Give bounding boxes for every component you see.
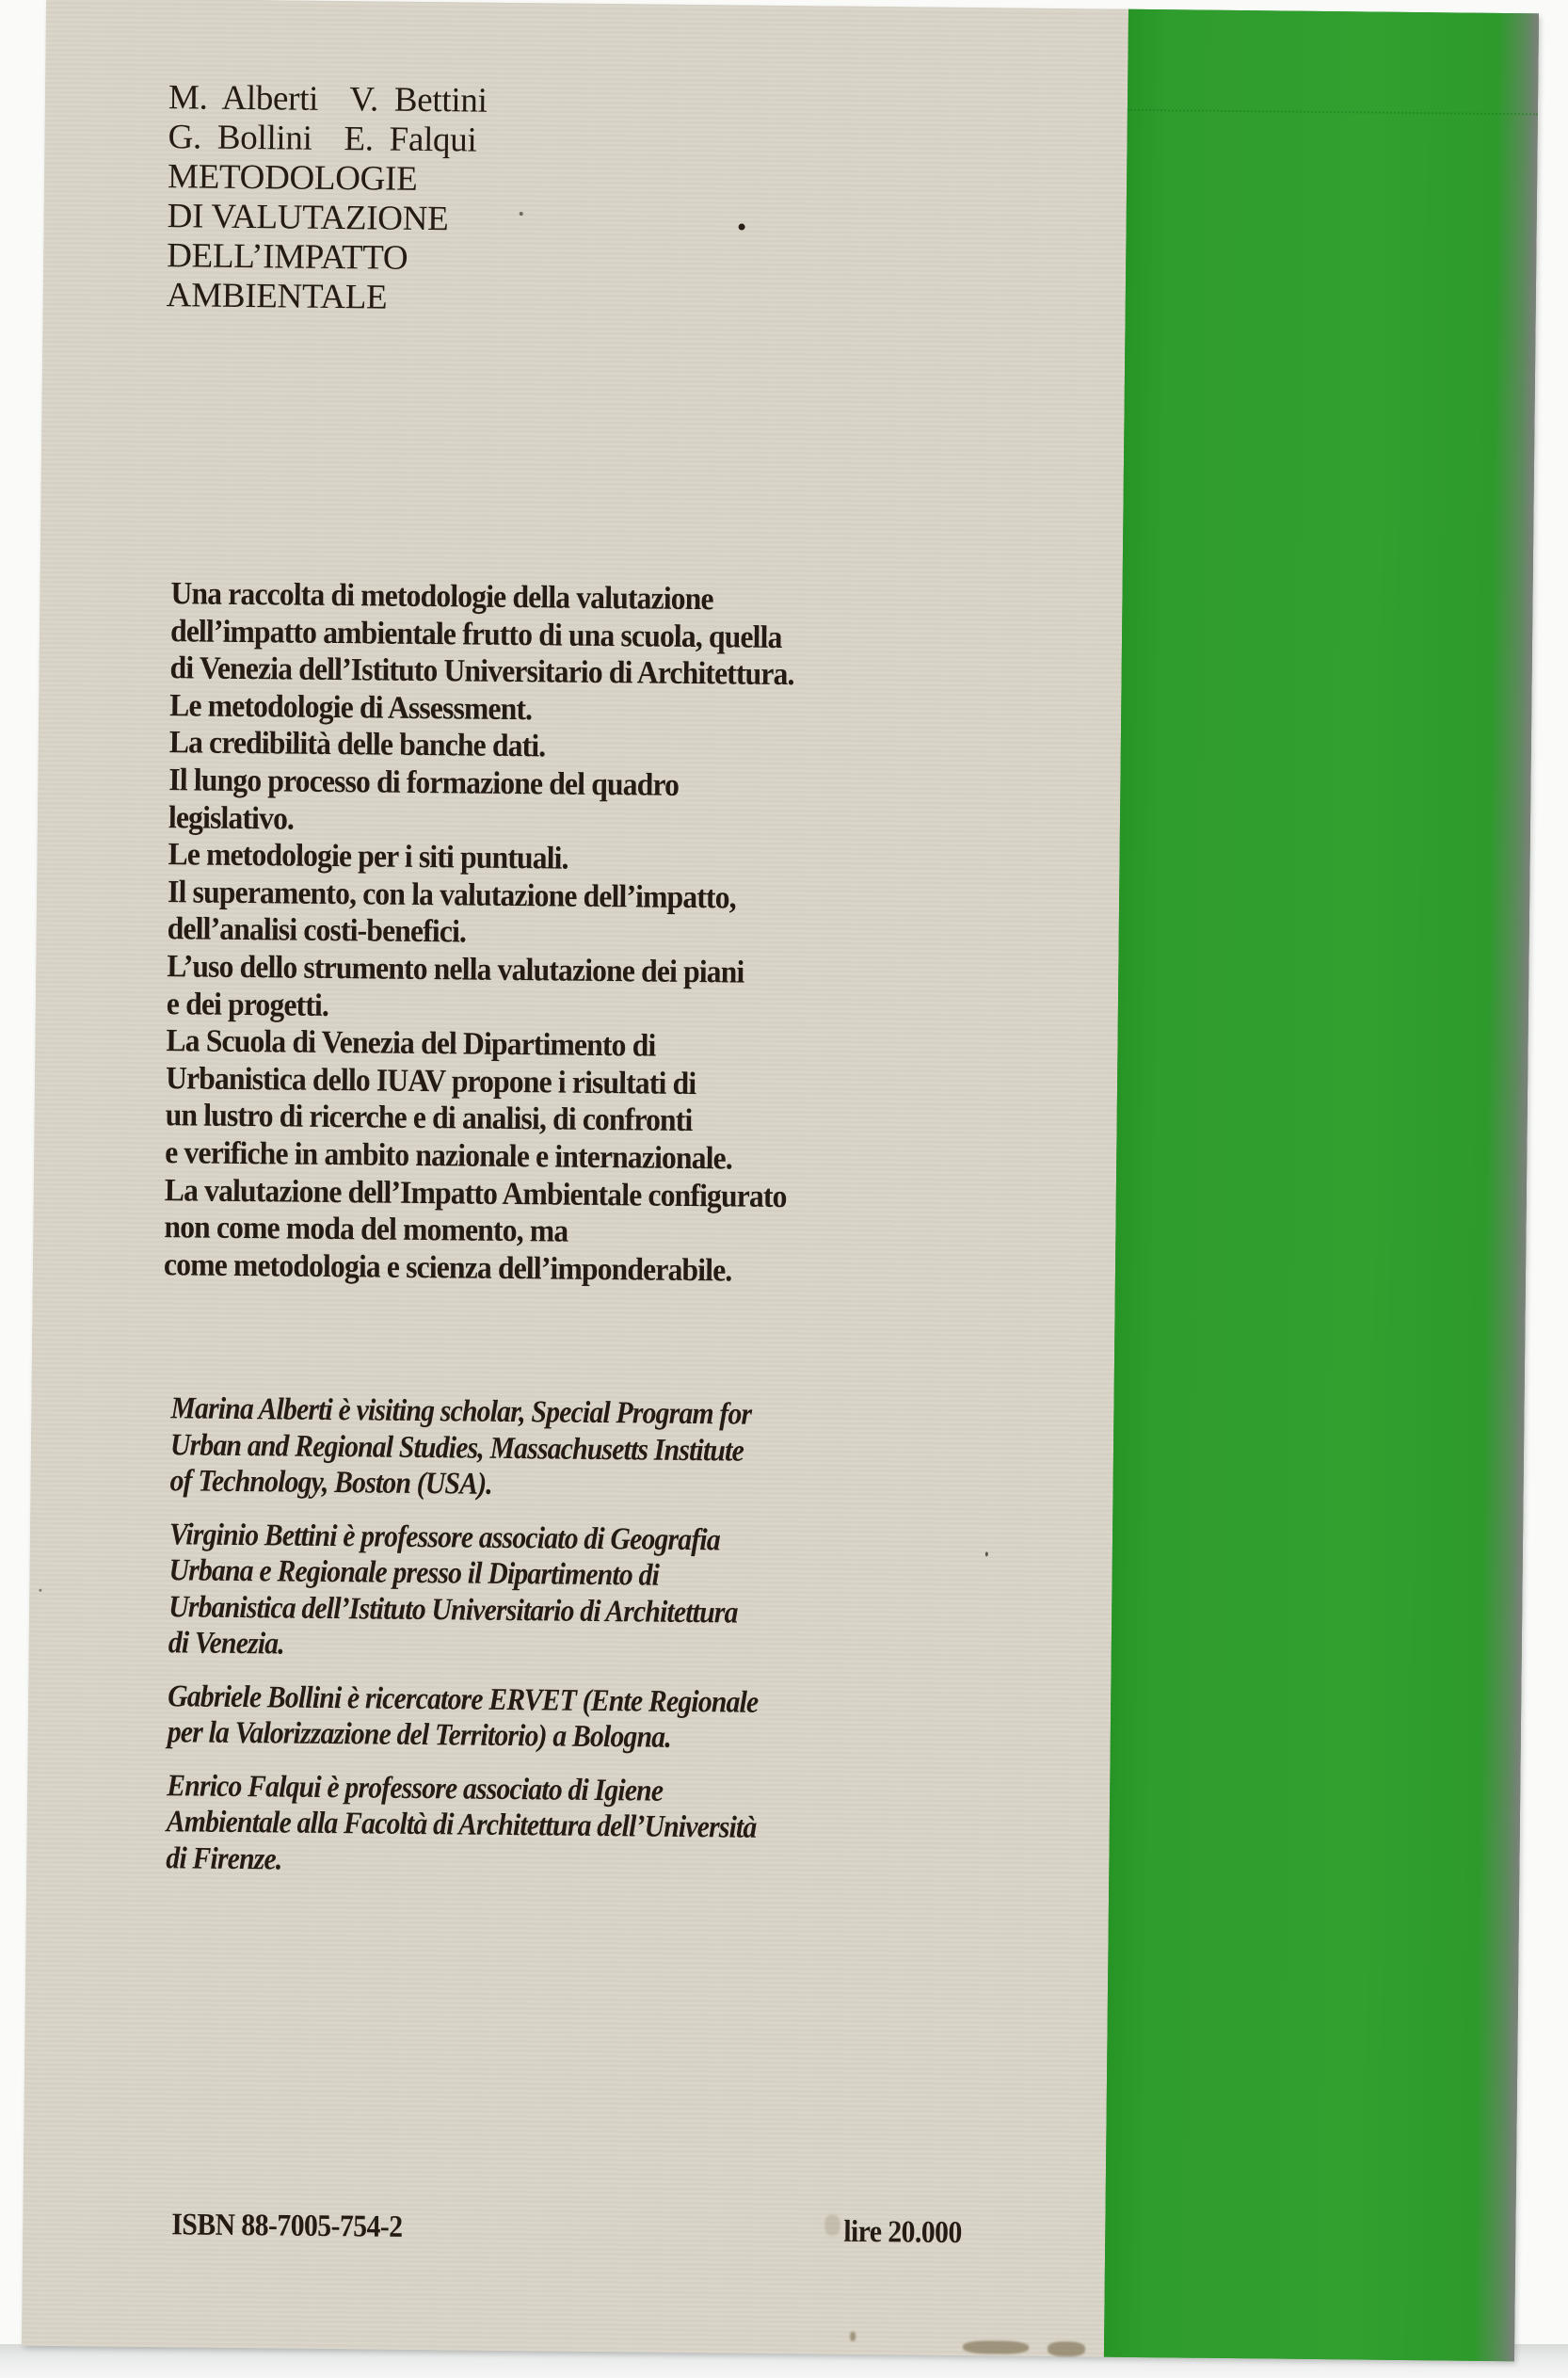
book-description [164,575,795,1290]
bio-line: Urbana e Regionale presso il Dipartimento di [168,1553,660,1593]
book-back-cover [22,0,1539,2361]
paper-stain [963,2340,1029,2354]
description-line: dell’analisi costi-benefici. [167,911,467,950]
print-speck [739,223,745,230]
description-line: Il lungo processo di formazione del quadro [168,763,680,803]
bio-line: of Technology, Boston (USA). [169,1464,493,1502]
author-bio-bettini [168,1517,760,1668]
authors-line-1: M. Alberti V. Bettini [168,78,488,121]
book-title-line-1: METODOLOGIE [167,157,418,199]
print-speck [39,1589,41,1592]
bio-line: Urban and Regional Studies, Massachusetts Institute [169,1427,744,1469]
paper-stain [824,2215,840,2236]
description-line: e dei progetti. [166,986,329,1023]
bio-line: di Venezia. [168,1626,285,1662]
description-line: La credibilità delle banche dati. [168,725,546,764]
bio-line: per la Valorizzazione del Territorio) a Bologna. [167,1715,672,1755]
bio-line: Enrico Falqui è professore associato di Igiene [167,1768,664,1808]
description-line: Il superamento, con la valutazione dell’impatto, [167,874,736,916]
isbn-label: ISBN 88-7005-754-2 [171,2208,403,2244]
description-line: non come moda del momento, ma [164,1210,568,1249]
title-block [167,78,488,319]
green-band-dotted-line [1128,109,1538,116]
author-bio-alberti [169,1390,760,1505]
description-line: Una raccolta di metodologie della valutazione [170,576,713,618]
cover-paper-panel [22,0,1128,2357]
description-line: dell’impatto ambientale frutto di una scuola, quella [169,613,782,655]
authors-line-2: G. Bollini E. Falqui [168,118,477,160]
bio-line: Virginio Bettini è professore associato di Geografia [168,1517,721,1557]
description-line: La valutazione dell’Impatto Ambientale configurato [164,1172,787,1214]
description-line: Urbanistica dello IUAV propone i risultati di [165,1060,696,1101]
description-line: e verifiche in ambito nazionale e internazionale. [165,1135,733,1177]
author-bios [166,1390,761,1900]
description-line: La Scuola di Venezia del Dipartimento di [166,1023,656,1064]
author-bio-bollini [168,1679,759,1758]
bio-line: Gabriele Bollini è ricercatore ERVET (Ente Regionale [168,1679,759,1720]
bio-line: Ambientale alla Facoltà di Architettura dell’Università [166,1805,757,1845]
print-speck [985,1551,988,1556]
paper-stain [850,2332,856,2341]
description-line: Le metodologie di Assessment. [169,687,533,727]
description-line: legislativo. [168,799,295,837]
bio-line: Marina Alberti è visiting scholar, Special Program for [170,1391,752,1432]
author-bio-falqui [166,1768,757,1883]
description-line: Le metodologie per i siti puntuali. [168,837,568,876]
description-line: di Venezia dell’Istituto Universitario di Architettura. [169,651,794,693]
green-color-band [1104,9,1539,2361]
print-speck [520,212,523,216]
bio-line: Urbanistica dell’Istituto Universitario di Architettura [168,1589,738,1631]
description-line: un lustro di ricerche e di analisi, di confronti [165,1098,693,1139]
description-line: come metodologia e scienza dell’imponderabile. [163,1246,732,1289]
description-line: L’uso dello strumento nella valutazione dei piani [167,949,744,990]
book-title-line-4: AMBIENTALE [166,276,388,317]
paper-stain [1048,2341,1085,2356]
price-label: lire 20.000 [843,2214,962,2251]
bio-line: di Firenze. [166,1840,282,1876]
book-title-line-2: DI VALUTAZIONE [167,197,449,239]
book-title-line-3: DELL’IMPATTO [167,236,408,278]
